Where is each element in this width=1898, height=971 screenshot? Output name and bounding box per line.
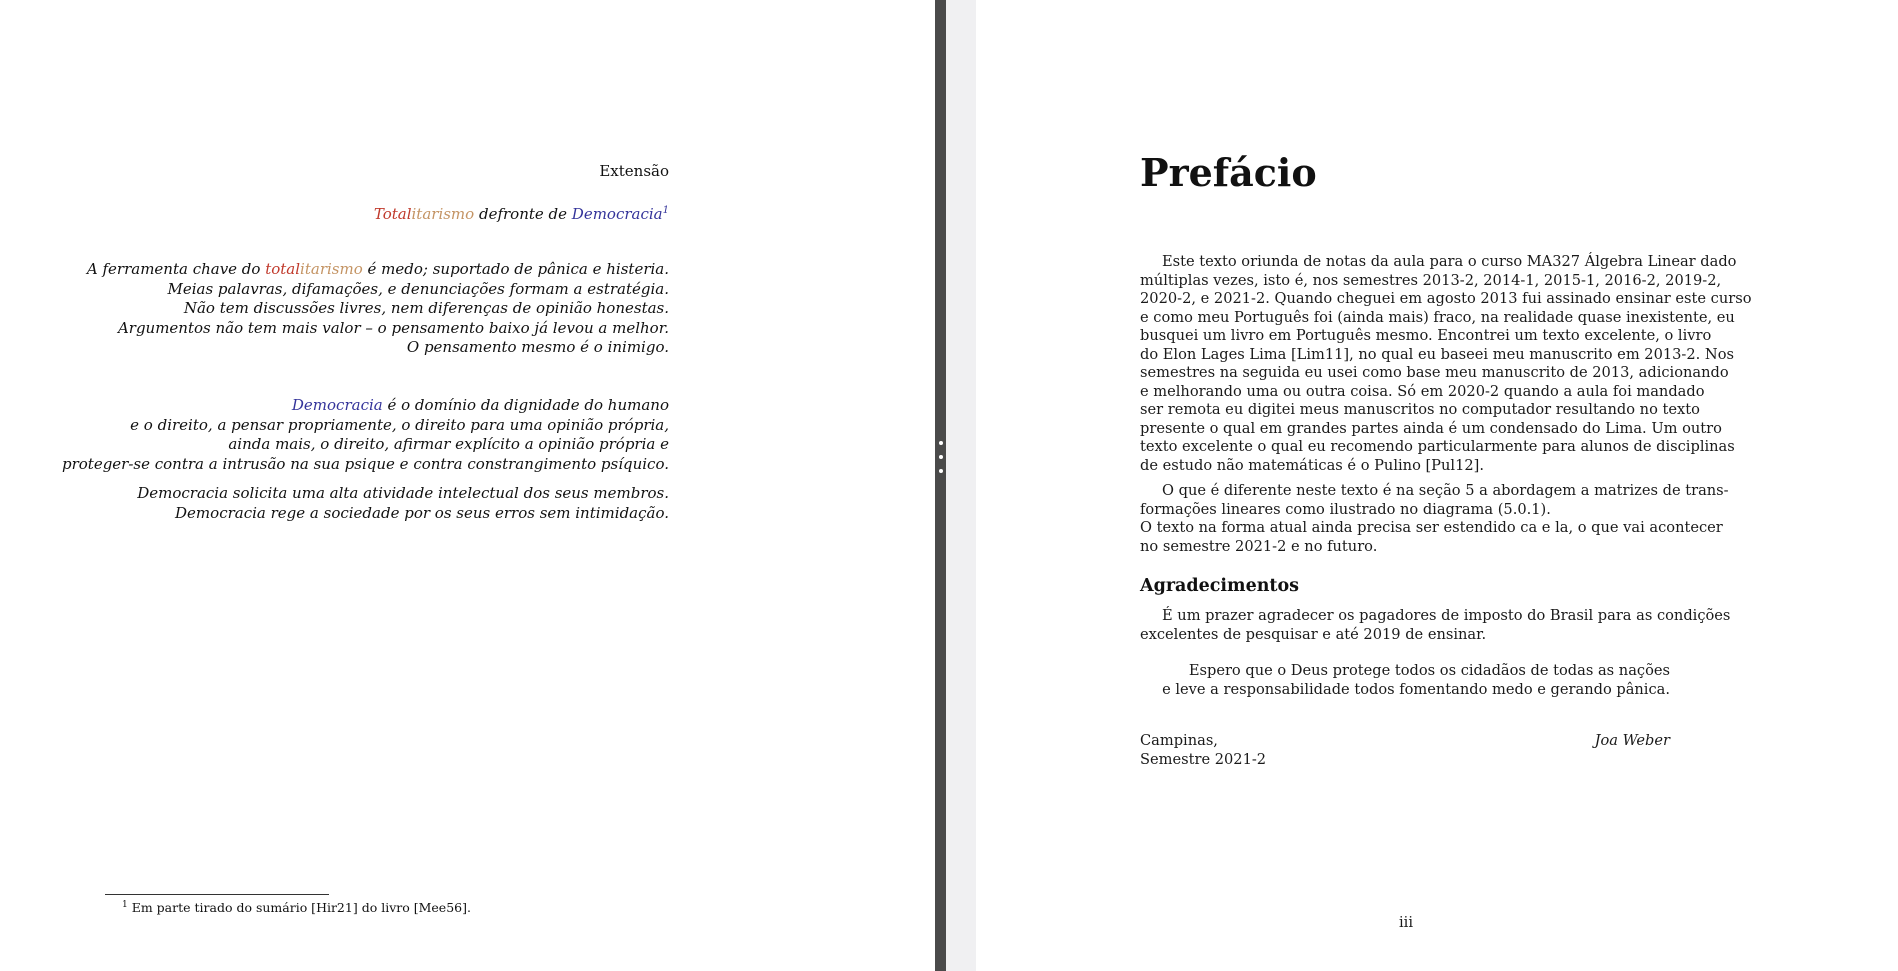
signature-author: Joa Weber bbox=[1594, 732, 1670, 749]
stanza-3 bbox=[137, 484, 669, 523]
stanza-2-line-2: e o direito, a pensar propriamente, o direito para uma opinião própria, bbox=[130, 415, 669, 434]
stanza-2-line-3: ainda mais, o direito, afirmar explícito a opinião própria e bbox=[228, 435, 669, 453]
footnote-text: Em parte tirado do sumário [Hir21] do livro [Mee56]. bbox=[131, 900, 471, 916]
signature-semester: Semestre 2021-2 bbox=[1140, 750, 1267, 768]
stanza-1-line-1: A ferramenta chave do totalitarismo é medo; suportado de pânica e histeria. bbox=[86, 260, 669, 278]
preface-paragraph-1: Este texto oriunda de notas da aula para o curso MA327 Álgebra Linear dado múltiplas vezes, isto é, nos semestres 2013-2, 2014-1, 2015-1, 2016-2, 2019-2, 2020-2, e 2021-2. Quando cheguei em agosto 2013 fui assinado ensinar este curso e como meu Português foi (ainda mais) fraco, na realidade quase inexistente, eu busquei um livro em Português mesmo. Encontrei um texto excelente, o livro do Elon Lages Lima [Lim11], no qual eu baseei meu manuscrito em 2013-2. Nos semestres na seguida eu usei como base meu manuscrito de 2013, adicionando e melhorando uma ou outra coisa. Só em 2020-2 quando a aula foi mandado ser remota eu digitei meus manuscritos no computador resultando no texto presente o qual em grandes partes ainda é um condensado do Lima. Um outro texto excelente o qual eu recomendo particularmente para alunos de disciplinas de estudo não matemáticas é o Pulino [Pul12]. bbox=[1140, 253, 1752, 474]
epigraph-title bbox=[374, 201, 669, 225]
footnote-rule bbox=[105, 894, 329, 895]
chapter-title: Prefácio bbox=[1140, 150, 1317, 195]
left-page bbox=[0, 0, 935, 971]
stanza-3-line-1: Democracia solicita uma alta atividade intelectual dos seus membros. bbox=[137, 484, 669, 502]
footnote-number: 1 bbox=[122, 900, 128, 910]
signature-city: Campinas, bbox=[1140, 732, 1218, 749]
stanza-1-line-3: Não tem discussões livres, nem diferenças de opinião honestas. bbox=[183, 299, 669, 317]
closing-wish-line-1: Espero que o Deus protege todos os cidadãos de todas as nações bbox=[1188, 662, 1670, 679]
epigraph-title-word-democracia: Democracia bbox=[571, 205, 663, 223]
section-title: Agradecimentos bbox=[1140, 576, 1300, 596]
stanza-1-line-2: Meias palavras, difamações, e denunciações formam a estratégia. bbox=[167, 279, 669, 298]
stanza-1-line-4: Argumentos não tem mais valor – o pensamento baixo já levou a melhor. bbox=[117, 318, 669, 337]
stanza-2-line-1: Democracia é o domínio da dignidade do humano bbox=[291, 396, 669, 414]
right-page bbox=[976, 0, 1898, 971]
epigraph-title-middle: defronte de bbox=[474, 205, 572, 223]
footnote bbox=[122, 897, 471, 916]
closing-wish-line-2: e leve a responsabilidade todos fomentando medo e gerando pânica. bbox=[1162, 680, 1670, 698]
closing-wish bbox=[1162, 662, 1670, 699]
running-header: Extensão bbox=[599, 162, 669, 180]
signature-place bbox=[1140, 732, 1266, 769]
page-number: iii bbox=[1399, 914, 1414, 931]
page-splitter[interactable] bbox=[935, 0, 946, 971]
footnote-marker[interactable]: 1 bbox=[662, 205, 669, 216]
splitter-handle-dot bbox=[939, 441, 943, 445]
splitter-handle-dot bbox=[939, 469, 943, 473]
stanza-3-line-2: Democracia rege a sociedade por os seus erros sem intimidação. bbox=[175, 503, 669, 522]
stanza-2 bbox=[62, 396, 669, 474]
stanza-1-line-5: O pensamento mesmo é o inimigo. bbox=[406, 338, 669, 356]
epigraph-title-word-totalitarismo-b: itarismo bbox=[411, 205, 475, 223]
acknowledgements-paragraph: É um prazer agradecer os pagadores de imposto do Brasil para as condições excelentes de pesquisar e até 2019 de ensinar. bbox=[1140, 607, 1731, 643]
preface-paragraph-2: O que é diferente neste texto é na seção 5 a abordagem a matrizes de trans- formações lineares como ilustrado no diagrama (5.0.1). O texto na forma atual ainda precisa ser estendido ca e la, o que vai acontecer no semestre 2021-2 e no futuro. bbox=[1140, 482, 1729, 555]
epigraph-title-word-totalitarismo-a: Total bbox=[373, 205, 412, 223]
page-gutter bbox=[946, 0, 976, 971]
stanza-2-line-4: proteger-se contra a intrusão na sua psique e contra constrangimento psíquico. bbox=[61, 454, 669, 473]
splitter-handle-dot bbox=[939, 455, 943, 459]
stanza-1 bbox=[87, 260, 669, 358]
